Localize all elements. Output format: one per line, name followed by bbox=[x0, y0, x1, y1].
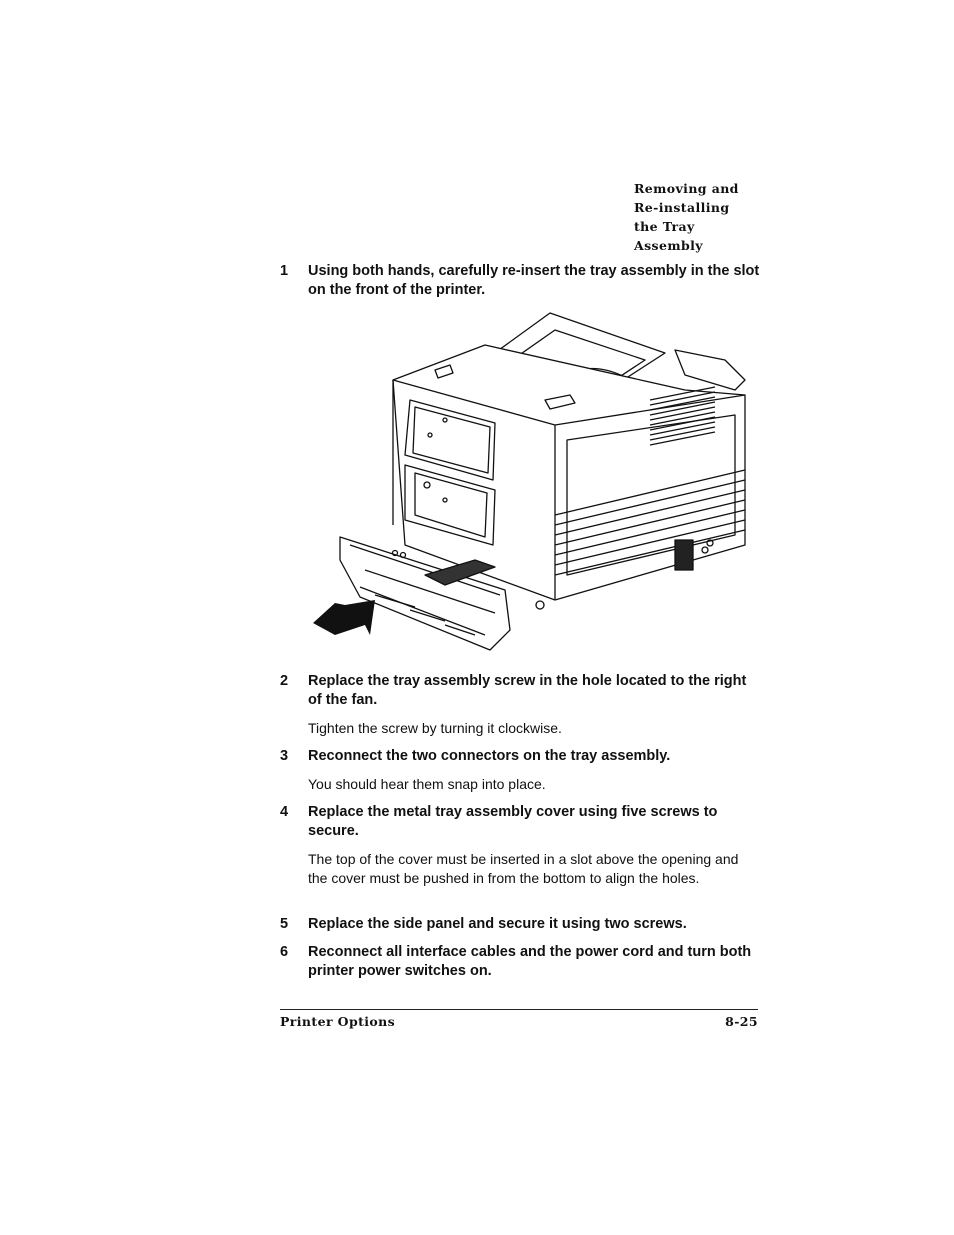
step-title: Reconnect the two connectors on the tray assembly. bbox=[308, 748, 671, 764]
step-6 bbox=[280, 943, 760, 981]
printer-tray-illustration bbox=[305, 305, 755, 660]
footer-page-number: 8-25 bbox=[725, 1014, 758, 1029]
step-title: Replace the tray assembly screw in the hole located to the right of the fan. bbox=[308, 673, 747, 708]
step-detail: Tighten the screw by turning it clockwise. bbox=[308, 720, 562, 736]
step-3 bbox=[280, 747, 760, 794]
footer-chapter-title: Printer Options bbox=[280, 1014, 396, 1029]
step-5 bbox=[280, 915, 760, 934]
step-title: Replace the side panel and secure it using two screws. bbox=[308, 916, 687, 932]
step-number: 1 bbox=[280, 263, 289, 279]
step-1 bbox=[280, 262, 760, 300]
footer-divider bbox=[280, 1009, 758, 1010]
step-number: 2 bbox=[280, 673, 289, 689]
step-2 bbox=[280, 672, 760, 738]
step-detail: You should hear them snap into place. bbox=[308, 776, 546, 792]
step-detail: The top of the cover must be inserted in a slot above the opening and the cover must be pushed in from the bottom to align the holes. bbox=[308, 851, 739, 886]
step-number: 6 bbox=[280, 944, 289, 960]
step-number: 5 bbox=[280, 916, 289, 932]
section-heading: Removing and Re-installing the Tray Assembly bbox=[634, 181, 739, 253]
step-number: 3 bbox=[280, 748, 289, 764]
step-title: Using both hands, carefully re-insert the tray assembly in the slot on the front of the printer. bbox=[308, 263, 760, 298]
step-number: 4 bbox=[280, 804, 289, 820]
step-title: Replace the metal tray assembly cover using five screws to secure. bbox=[308, 804, 718, 839]
step-title: Reconnect all interface cables and the power cord and turn both printer power switches on. bbox=[308, 944, 752, 979]
step-4 bbox=[280, 803, 760, 888]
